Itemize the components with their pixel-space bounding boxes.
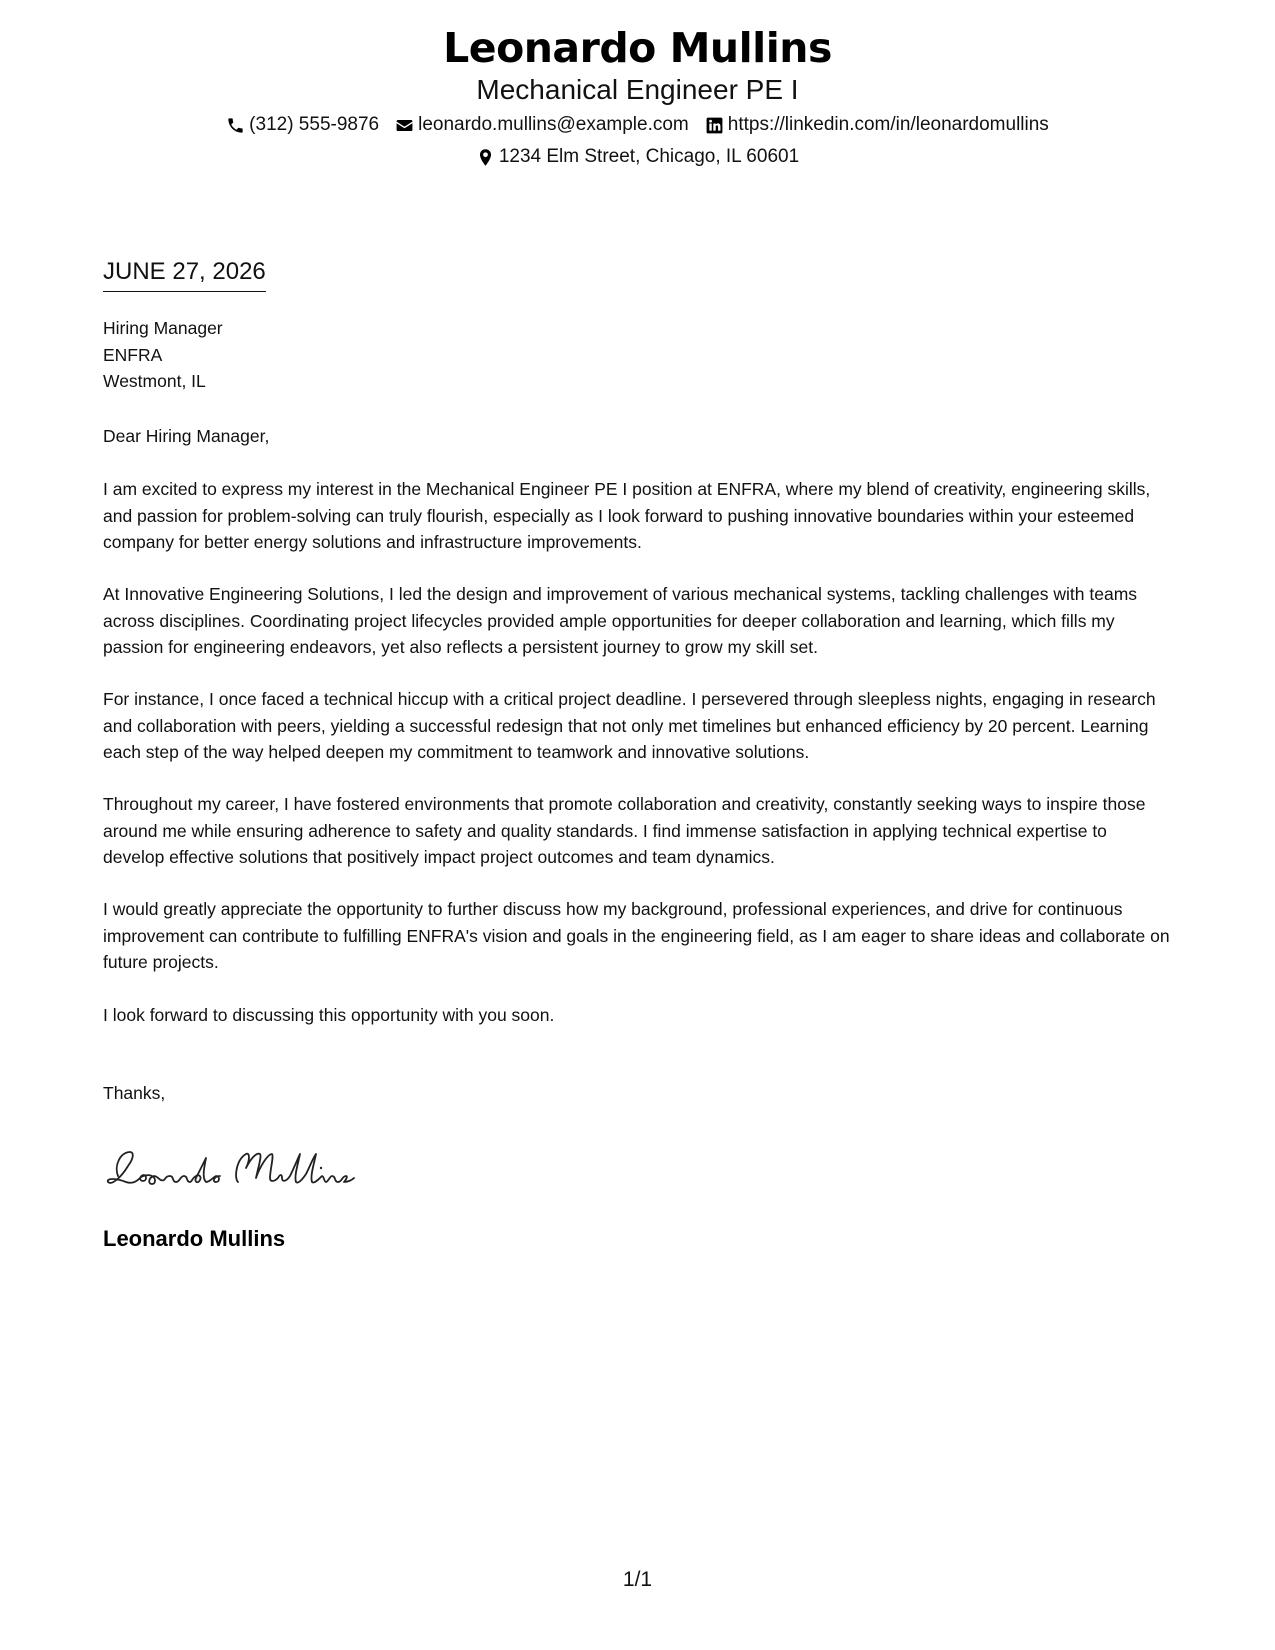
- contact-linkedin[interactable]: [705, 112, 1049, 138]
- body-paragraph: At Innovative Engineering Solutions, I led the design and improvement of various mechanical systems, tackling challenges with teams across disciplines. Coordinating project lifecycles provided ample opportunities for deeper collaboration and learning, which fills my passion for engineering endeavors, yet also reflects a persistent journey to grow my skill set.: [103, 584, 1138, 657]
- page-number: 1/1: [622, 1568, 653, 1591]
- contact-address: [476, 144, 799, 170]
- street-address: 1234 Elm Street, Chicago, IL 60601: [498, 146, 800, 167]
- recipient-company: ENFRA: [103, 344, 163, 365]
- phone-number: (312) 555-9876: [249, 114, 380, 135]
- contact-row: [0, 112, 1275, 138]
- signed-name: Leonardo Mullins: [103, 1226, 286, 1251]
- envelope-icon: [395, 116, 414, 135]
- body-paragraph: I look forward to discussing this opportunity with you soon.: [103, 1005, 555, 1025]
- body-paragraph: I am excited to express my interest in the Mechanical Engineer PE I position at ENFRA, where my blend of creativity, engineering skills, and passion for problem-solving can truly flourish, especially as I look forward to pushing innovative boundaries within your esteemed company for better energy solutions and infrastructure improvements.: [103, 479, 1151, 552]
- recipient-location: Westmont, IL: [103, 371, 206, 391]
- recipient-line: Hiring Manager: [103, 318, 223, 338]
- address-row: [0, 144, 1275, 170]
- linkedin-url[interactable]: https://linkedin.com/in/leonardomullins: [727, 114, 1049, 135]
- map-marker-icon: [476, 148, 495, 167]
- contact-email[interactable]: [395, 112, 689, 138]
- recipient-block: [103, 315, 1173, 395]
- handwritten-signature: [100, 1138, 370, 1198]
- body-paragraph: For instance, I once faced a technical hiccup with a critical project deadline. I persevered through sleepless nights, engaging in research and collaboration with peers, yielding a successful redesign that not only met timelines but enhanced efficiency by 20 percent. Learning each step of the way helped deepen my commitment to teamwork and innovative solutions.: [103, 689, 1156, 762]
- body-paragraph: I would greatly appreciate the opportunity to further discuss how my background, professional experiences, and drive for continuous improvement can contribute to fulfilling ENFRA's vision and goals in the engineering field, as I am eager to share ideas and collaborate on future projects.: [103, 899, 1170, 972]
- salutation: Dear Hiring Manager,: [103, 426, 270, 446]
- closing: Thanks,: [103, 1083, 166, 1103]
- body-paragraph: Throughout my career, I have fostered environments that promote collaboration and creativity, constantly seeking ways to inspire those around me while ensuring adherence to safety and quality standards. I find immense satisfaction in applying technical expertise to develop effective solutions that positively impact project outcomes and team dynamics.: [103, 794, 1146, 867]
- linkedin-icon: [705, 116, 724, 135]
- applicant-name: Leonardo Mullins: [443, 24, 832, 72]
- phone-icon: [226, 116, 245, 135]
- letter-date: JUNE 27, 2026: [103, 257, 266, 292]
- contact-phone: [226, 112, 379, 138]
- job-title: Mechanical Engineer PE I: [476, 74, 799, 105]
- email-address[interactable]: leonardo.mullins@example.com: [418, 114, 689, 135]
